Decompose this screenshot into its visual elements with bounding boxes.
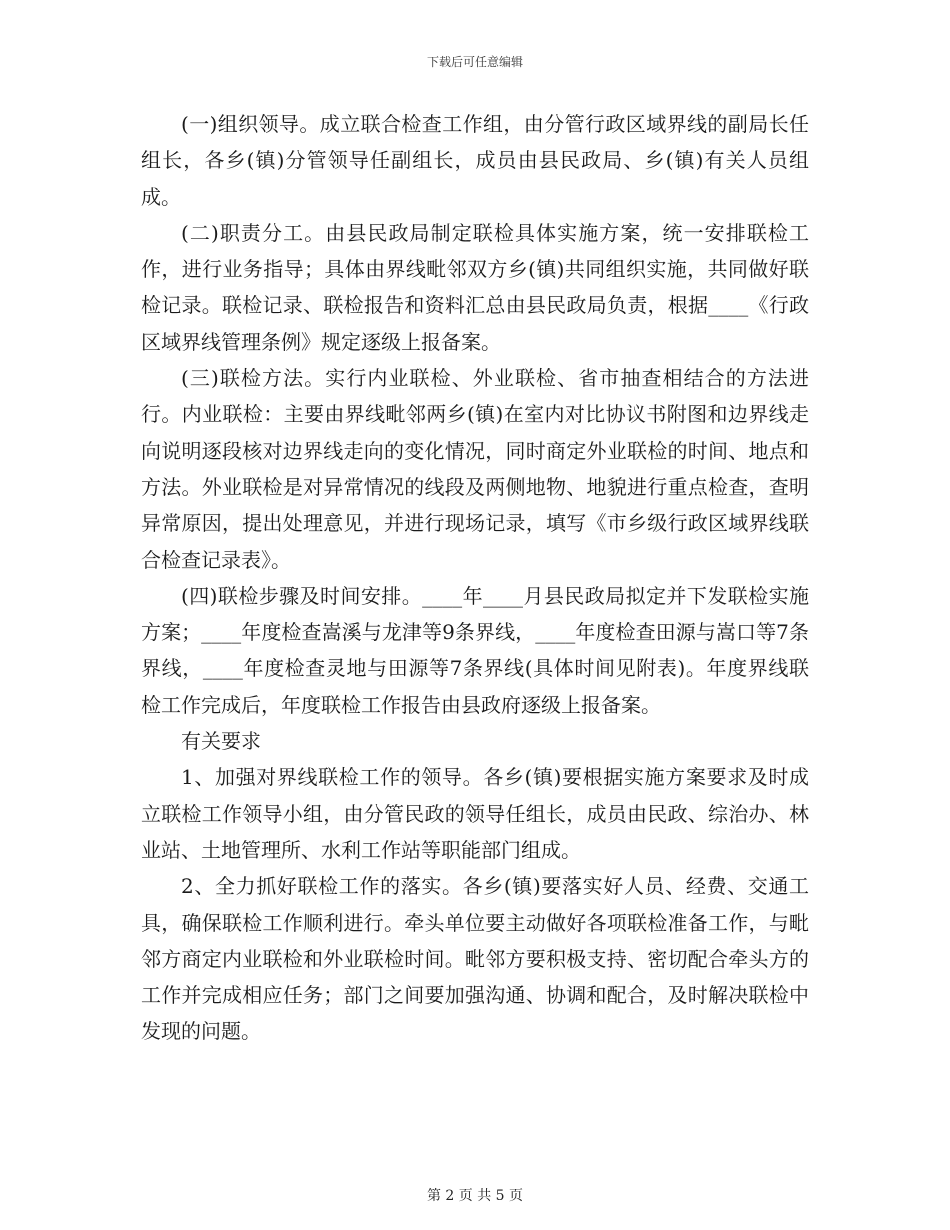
document-body	[141, 106, 809, 1050]
paragraph-requirement-1: 1、加强对界线联检工作的领导。各乡(镇)要根据实施方案要求及时成立联检工作领导小组，由分管民政的领导任组长，成员由民政、综治办、林业站、土地管理所、水利工作站等职能部门组成。	[141, 765, 809, 862]
paragraph-requirement-2: 2、全力抓好联检工作的落实。各乡(镇)要落实好人员、经费、交通工具，确保联检工作顺利进行。牵头单位要主动做好各项联检准备工作，与毗邻方商定内业联检和外业联检时间。毗邻方要积极支持、密切配合牵头方的工作并完成相应任务；部门之间要加强沟通、协调和配合，及时解决联检中发现的问题。	[141, 874, 809, 1044]
paragraph-organization: (一)组织领导。成立联合检查工作组，由分管行政区域界线的副局长任组长，各乡(镇)分管领导任副组长，成员由县民政局、乡(镇)有关人员组成。	[141, 112, 809, 209]
paragraph-responsibilities: (二)职责分工。由县民政局制定联检具体实施方案，统一安排联检工作，进行业务指导；具体由界线毗邻双方乡(镇)共同组织实施，共同做好联检记录。联检记录、联检报告和资料汇总由县民政局负责，根据____《行政区域界线管理条例》规定逐级上报备案。	[141, 220, 809, 354]
paragraph-methods: (三)联检方法。实行内业联检、外业联检、省市抽查相结合的方法进行。内业联检：主要由界线毗邻两乡(镇)在室内对比协议书附图和边界线走向说明逐段核对边界线走向的变化情况，同时商定外业联检的时间、地点和方法。外业联检是对异常情况的线段及两侧地物、地貌进行重点检查，查明异常原因，提出处理意见，并进行现场记录，填写《市乡级行政区域界线联合检查记录表》。	[141, 366, 809, 572]
section-heading-requirements: 有关要求	[181, 729, 261, 754]
page-header: 下载后可任意编辑	[426, 55, 523, 69]
paragraph-schedule: (四)联检步骤及时间安排。____年____月县民政局拟定并下发联检实施方案；____年度检查嵩溪与龙津等9条界线，____年度检查田源与嵩口等7条界线，____年度检查灵地与田源等7条界线(具体时间见附表)。年度界线联检工作完成后，年度联检工作报告由县政府逐级上报备案。	[141, 583, 809, 717]
page-footer: 第 2 页 共 5 页	[426, 1188, 524, 1204]
